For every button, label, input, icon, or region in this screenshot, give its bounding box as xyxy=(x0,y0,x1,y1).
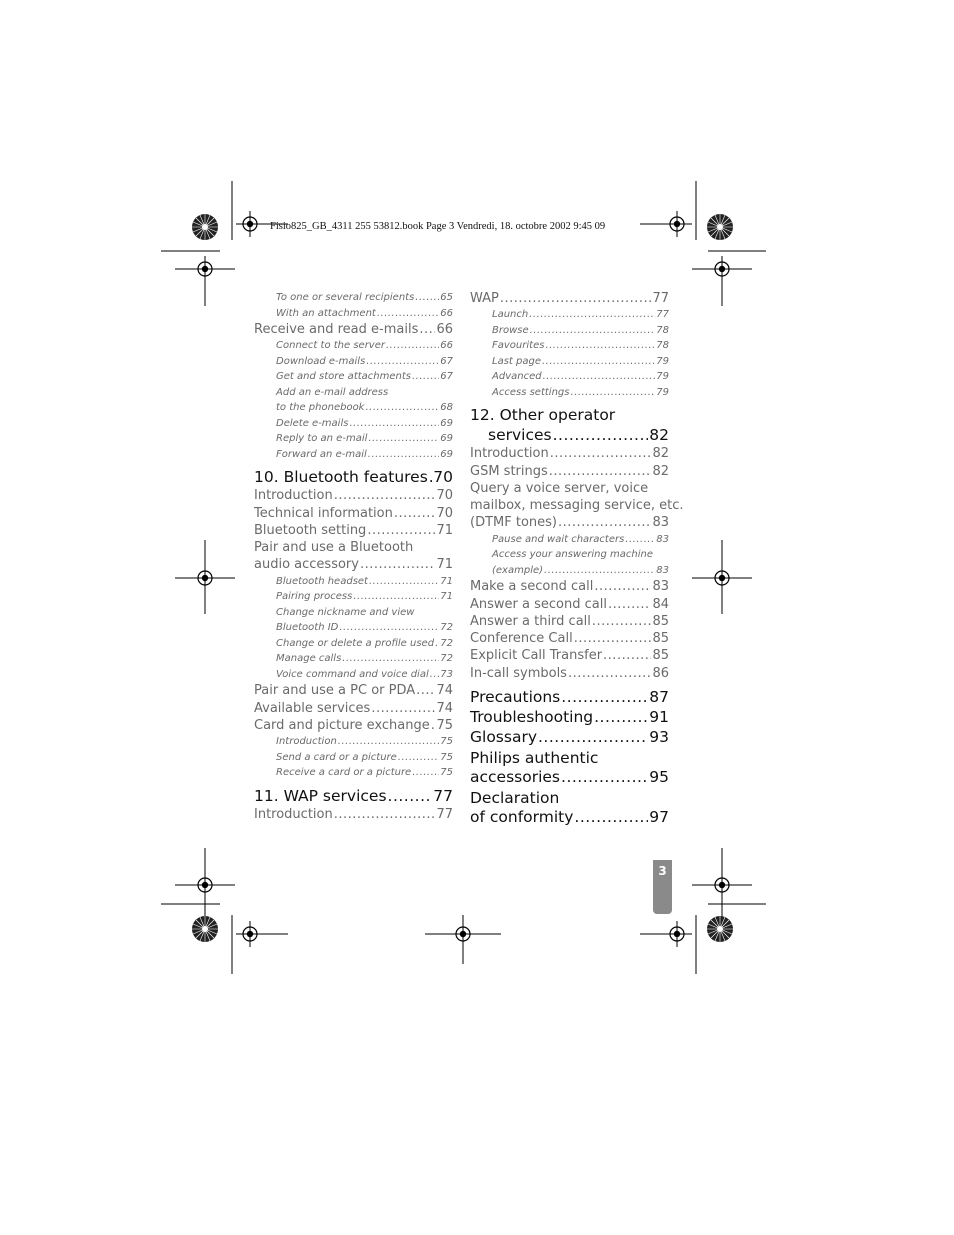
page-number-tab: 3 xyxy=(653,860,672,914)
toc-entry[interactable]: Bluetooth setting ..... 71 xyxy=(254,522,453,539)
toc-chapter-line[interactable]: Philips authentic xyxy=(470,749,599,768)
toc-entry[interactable]: To one or several recipients ..... 65 xyxy=(254,290,453,306)
toc-entry[interactable]: Bluetooth ID ..... 72 xyxy=(254,620,453,636)
toc-entry[interactable]: Introduction ..... 82 xyxy=(470,445,669,462)
toc-entry[interactable]: Connect to the server ..... 66 xyxy=(254,338,453,354)
toc-entry[interactable]: Introduction ..... 77 xyxy=(254,806,453,823)
toc-entry[interactable]: Introduction ..... 75 xyxy=(254,734,453,750)
toc-entry[interactable]: Access settings ..... 79 xyxy=(470,385,669,401)
toc-entry-line[interactable]: Add an e-mail address xyxy=(276,386,389,398)
toc-entry[interactable]: Get and store attachments ..... 67 xyxy=(254,369,453,385)
toc-entry[interactable]: GSM strings ..... 82 xyxy=(470,463,669,480)
toc-entry[interactable]: Reply to an e-mail ..... 69 xyxy=(254,431,453,447)
toc-entry[interactable]: Receive and read e-mails ..... 66 xyxy=(254,321,453,338)
toc-entry[interactable]: Change or delete a profile used ..... 72 xyxy=(254,636,453,652)
toc-chapter-line[interactable]: 12. Other operator xyxy=(470,406,616,425)
toc-entry[interactable]: Favourites ..... 78 xyxy=(470,338,669,354)
toc-entry[interactable]: Forward an e-mail ..... 69 xyxy=(254,447,453,463)
toc-entry-line[interactable]: mailbox, messaging service, etc. xyxy=(470,498,684,514)
toc-entry[interactable]: Voice command and voice dial ..... 73 xyxy=(254,667,453,683)
toc-entry[interactable]: Download e-mails ..... 67 xyxy=(254,354,453,370)
toc-chapter[interactable]: Precautions ..... 87 xyxy=(470,687,669,707)
toc-entry[interactable]: WAP ..... 77 xyxy=(470,290,669,307)
toc-entry[interactable]: Bluetooth headset ..... 71 xyxy=(254,574,453,590)
toc-right-column xyxy=(470,290,684,827)
toc-chapter-line[interactable]: Declaration xyxy=(470,789,560,808)
toc-entry[interactable]: audio accessory ..... 71 xyxy=(254,556,453,573)
toc-entry[interactable]: to the phonebook ..... 68 xyxy=(254,400,453,416)
toc-entry[interactable]: Pair and use a PC or PDA ..... 74 xyxy=(254,682,453,699)
toc-entry[interactable]: Advanced ..... 79 xyxy=(470,369,669,385)
toc-chapter[interactable]: 10. Bluetooth features ..... 70 xyxy=(254,467,453,487)
toc-entry[interactable]: Technical information ..... 70 xyxy=(254,505,453,522)
toc-entry[interactable]: Answer a second call ..... 84 xyxy=(470,596,669,613)
toc-entry[interactable]: Delete e-mails ..... 69 xyxy=(254,416,453,432)
toc-entry[interactable]: Make a second call ..... 83 xyxy=(470,578,669,595)
toc-chapter[interactable]: Glossary ..... 93 xyxy=(470,727,669,747)
toc-entry-line[interactable]: Change nickname and view xyxy=(276,606,415,618)
print-header: Fisio825_GB_4311 255 53812.book Page 3 Vendredi, 18. octobre 2002 9:45 09 xyxy=(270,221,606,232)
toc-chapter[interactable]: accessories ..... 95 xyxy=(470,767,669,787)
toc-chapter[interactable]: of conformity ..... 97 xyxy=(470,807,669,827)
toc-entry[interactable]: Conference Call ..... 85 xyxy=(470,630,669,647)
toc-entry[interactable]: Available services ..... 74 xyxy=(254,700,453,717)
toc-entry-line[interactable]: Pair and use a Bluetooth xyxy=(254,540,414,556)
toc-chapter[interactable]: 11. WAP services ..... 77 xyxy=(254,786,453,806)
toc-chapter[interactable]: Troubleshooting ..... 91 xyxy=(470,707,669,727)
toc-entry[interactable]: Receive a card or a picture ..... 75 xyxy=(254,765,453,781)
toc-entry[interactable]: Explicit Call Transfer ..... 85 xyxy=(470,647,669,664)
toc-entry-line[interactable]: Access your answering machine xyxy=(492,549,653,561)
toc-entry[interactable]: Answer a third call ..... 85 xyxy=(470,613,669,630)
toc-entry[interactable]: Manage calls ..... 72 xyxy=(254,651,453,667)
toc-entry[interactable]: (example) ..... 83 xyxy=(470,563,669,579)
toc-entry[interactable]: In-call symbols ..... 86 xyxy=(470,665,669,682)
toc-entry[interactable]: Launch ..... 77 xyxy=(470,307,669,323)
toc-entry[interactable]: (DTMF tones) ..... 83 xyxy=(470,514,669,531)
toc-entry[interactable]: Card and picture exchange ..... 75 xyxy=(254,717,453,734)
toc-entry[interactable]: Last page ..... 79 xyxy=(470,354,669,370)
toc-entry-line[interactable]: Query a voice server, voice xyxy=(470,480,649,496)
toc-entry[interactable]: With an attachment ..... 66 xyxy=(254,306,453,322)
toc-left-column xyxy=(254,290,453,823)
toc-entry[interactable]: Introduction ..... 70 xyxy=(254,487,453,504)
toc-chapter[interactable]: services ..... 82 xyxy=(470,425,669,445)
toc-entry[interactable]: Pause and wait characters ..... 83 xyxy=(470,532,669,548)
toc-entry[interactable]: Send a card or a picture ..... 75 xyxy=(254,750,453,766)
toc-entry[interactable]: Pairing process ..... 71 xyxy=(254,589,453,605)
toc-entry[interactable]: Browse ..... 78 xyxy=(470,323,669,339)
